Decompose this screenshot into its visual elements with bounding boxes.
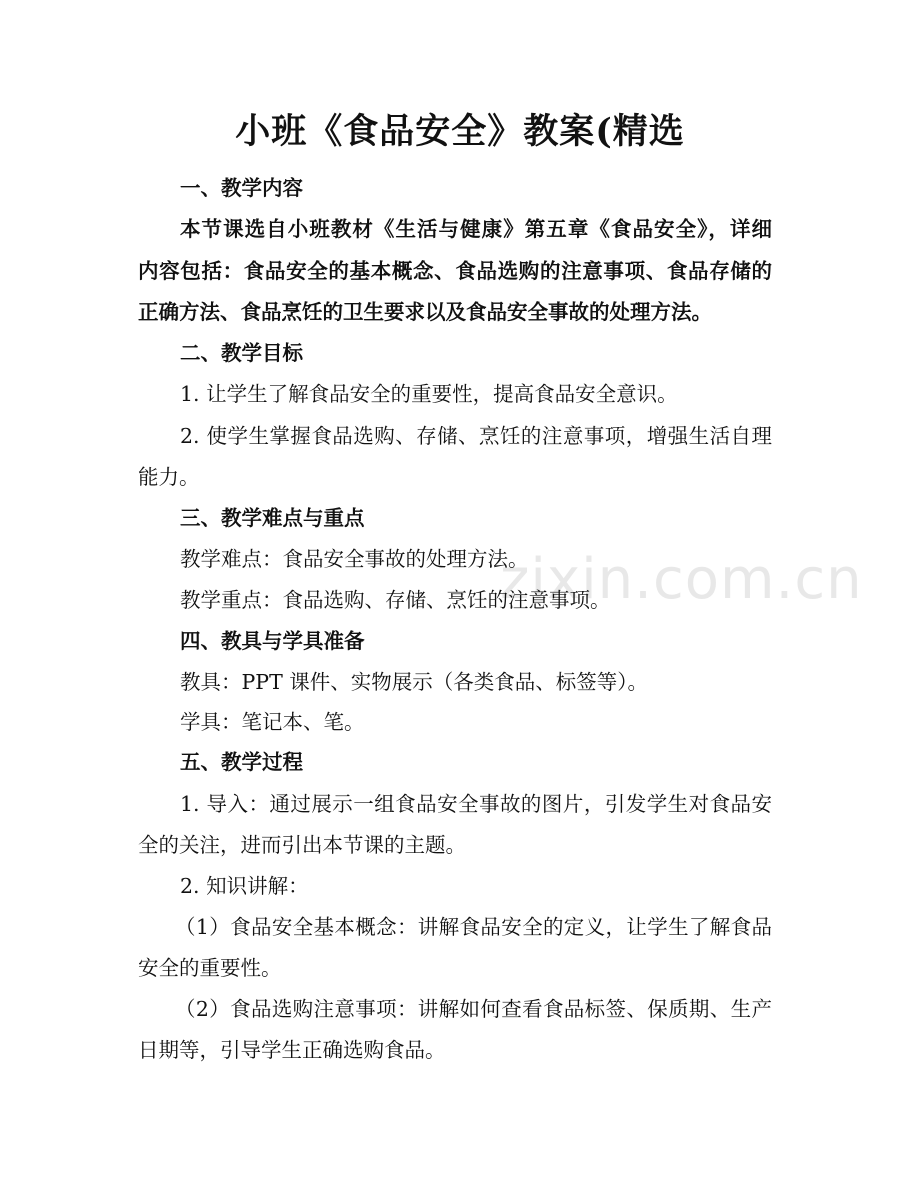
- section-heading-content: 一、教学内容: [180, 176, 303, 200]
- section-heading-materials: 四、教具与学具准备: [180, 629, 365, 653]
- section-heading-difficulty: 三、教学难点与重点: [180, 506, 365, 530]
- document-title: 小班《食品安全》教案(精选: [235, 111, 685, 152]
- teacher-materials: 教具：PPT 课件、实物展示（各类食品、标签等）。: [180, 670, 649, 694]
- objective-item-2-line-1: 2. 使学生掌握食品选购、存储、烹饪的注意事项，增强生活自理: [180, 424, 772, 448]
- objective-item-1: 1. 让学生了解食品安全的重要性，提高食品安全意识。: [180, 382, 678, 406]
- section-heading-objectives: 二、教学目标: [180, 341, 303, 365]
- process-item-1-line-2: 全的关注，进而引出本节课的主题。: [138, 833, 466, 857]
- watermark: zixin.com.cn: [500, 547, 863, 612]
- teaching-key-point: 教学重点：食品选购、存储、烹饪的注意事项。: [180, 588, 611, 612]
- process-subitem-2-line-1: （2）食品选购注意事项：讲解如何查看食品标签、保质期、生产: [175, 997, 772, 1021]
- process-subitem-1-line-2: 安全的重要性。: [138, 956, 282, 980]
- content-paragraph-line-3: 正确方法、食品烹饪的卫生要求以及食品安全事故的处理方法。: [138, 300, 712, 324]
- process-subitem-1-line-1: （1）食品安全基本概念：讲解食品安全的定义，让学生了解食品: [175, 915, 772, 939]
- process-subitem-2-line-2: 日期等，引导学生正确选购食品。: [138, 1038, 446, 1062]
- process-item-1-line-1: 1. 导入：通过展示一组食品安全事故的图片，引发学生对食品安: [180, 792, 772, 816]
- student-materials: 学具：笔记本、笔。: [180, 710, 365, 734]
- objective-item-2-line-2: 能力。: [138, 465, 200, 489]
- section-heading-process: 五、教学过程: [180, 750, 303, 774]
- teaching-difficulty: 教学难点：食品安全事故的处理方法。: [180, 547, 529, 571]
- content-paragraph-line-2: 内容包括：食品安全的基本概念、食品选购的注意事项、食品存储的: [138, 259, 772, 283]
- content-paragraph-line-1: 本节课选自小班教材《生活与健康》第五章《食品安全》，详细: [180, 217, 772, 241]
- process-item-2: 2. 知识讲解：: [180, 874, 309, 898]
